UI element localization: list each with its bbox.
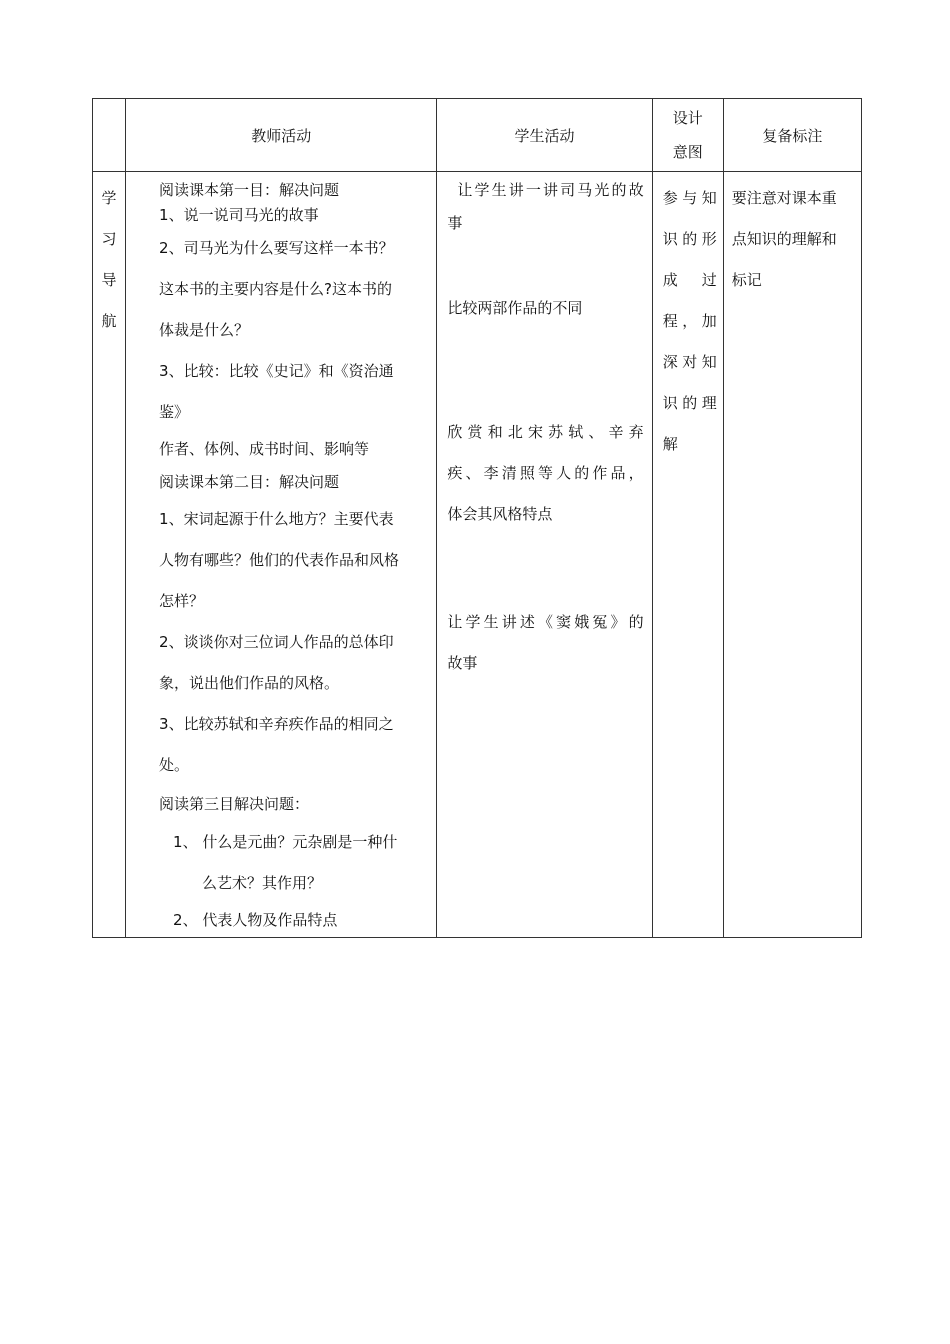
design-line: 识的形 xyxy=(662,230,717,248)
design-line: 成 过 xyxy=(662,271,717,289)
teacher-line: 2、司马光为什么要写这样一本书？ xyxy=(159,239,394,257)
student-line: 让学生讲一讲司马光的故 xyxy=(457,181,644,199)
header-design xyxy=(652,99,723,172)
teacher-line: 怎样？ xyxy=(159,592,205,610)
teacher-line: 处。 xyxy=(159,756,190,774)
teacher-line: 阅读第三目解决问题： xyxy=(159,795,310,813)
lesson-plan-table xyxy=(92,98,862,938)
design-intent-cell xyxy=(652,172,723,938)
design-line: 参与知 xyxy=(662,189,717,207)
corner-cell xyxy=(93,99,126,172)
teacher-line: 3、比较苏轼和辛弃疾作品的相同之 xyxy=(159,715,394,733)
note-line: 标记 xyxy=(731,271,762,289)
teacher-line: 阅读课本第二目：解决问题 xyxy=(159,473,340,491)
header-design-line: 意图 xyxy=(672,143,703,161)
teacher-line: 象，说出他们作品的风格。 xyxy=(159,674,340,692)
teacher-activity-cell xyxy=(126,172,437,938)
teacher-line: 阅读课本第一目：解决问题 xyxy=(159,181,340,199)
note-line: 点知识的理解和 xyxy=(731,230,837,248)
teacher-line: 人物有哪些？他们的代表作品和风格 xyxy=(159,551,400,569)
student-line: 事 xyxy=(447,214,463,232)
row-label-char: 学 xyxy=(101,189,117,207)
row-label xyxy=(93,172,126,938)
row-label-char: 习 xyxy=(101,230,117,248)
design-line: 识的理 xyxy=(662,394,717,412)
row-label-char: 导 xyxy=(101,271,117,289)
header-note: 复备标注 xyxy=(723,99,861,172)
teacher-line: 作者、体例、成书时间、影响等 xyxy=(159,440,370,458)
teacher-line: 1、说一说司马光的故事 xyxy=(159,206,319,224)
student-line: 疾、李清照等人的作品， xyxy=(447,464,644,482)
student-line: 故事 xyxy=(447,654,478,672)
row-label-char: 航 xyxy=(101,312,117,330)
teacher-line: 1、宋词起源于什么地方？主要代表 xyxy=(159,510,394,528)
header-teacher: 教师活动 xyxy=(126,99,437,172)
note-line: 要注意对课本重 xyxy=(731,189,837,207)
student-line: 让学生讲述《窦娥冤》的 xyxy=(447,613,644,631)
table-header-row xyxy=(93,99,862,172)
student-activity-cell xyxy=(437,172,652,938)
teacher-line: 3、比较：比较《史记》和《资治通 xyxy=(159,362,394,380)
design-line: 解 xyxy=(662,435,678,453)
student-line: 体会其风格特点 xyxy=(447,505,553,523)
review-note-cell xyxy=(723,172,861,938)
teacher-line: 鉴》 xyxy=(159,403,190,421)
design-line: 深对知 xyxy=(662,353,717,371)
header-student: 学生活动 xyxy=(437,99,652,172)
design-line: 程，加 xyxy=(662,312,717,330)
header-design-line: 设计 xyxy=(672,109,703,127)
teacher-line: 2、 代表人物及作品特点 xyxy=(173,911,338,929)
teacher-line: 体裁是什么？ xyxy=(159,321,250,339)
teacher-line: 么艺术？其作用？ xyxy=(202,874,323,892)
table-row xyxy=(93,172,862,938)
student-line: 比较两部作品的不同 xyxy=(447,299,583,317)
teacher-line: 这本书的主要内容是什么?这本书的 xyxy=(159,280,392,298)
teacher-line: 1、 什么是元曲？元杂剧是一种什 xyxy=(173,833,398,851)
student-line: 欣赏和北宋苏轼、辛弃 xyxy=(447,423,644,441)
teacher-line: 2、谈谈你对三位词人作品的总体印 xyxy=(159,633,394,651)
